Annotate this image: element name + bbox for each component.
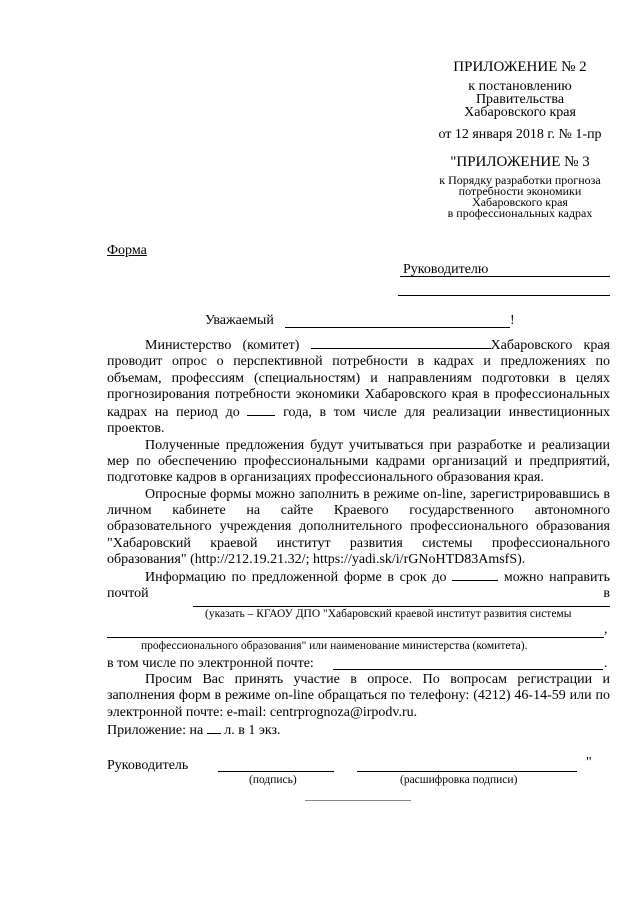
decoding-caption: (расшифровка подписи) — [400, 774, 518, 786]
paragraph-participation: Просим Вас принять участие в опросе. По вопросам регистрации и заполнения форм в режиме on-line обращаться по телефону: (4212) 46-14-59 или по электронной почте: e-mail: centrprognoza@irpodv.ru. — [107, 672, 610, 720]
appendix3-title: "ПРИЛОЖЕНИЕ № 3 — [450, 154, 590, 170]
addressee-line-2 — [398, 295, 610, 296]
mail-hint-comma: , — [604, 622, 608, 637]
email-blank-line — [333, 669, 603, 670]
appendix2-title: ПРИЛОЖЕНИЕ № 2 — [453, 59, 587, 75]
paragraph-online: Опросные формы можно заполнить в режиме on-line, зарегистрировавшись в личном кабинете на сайте Краевого государственного автономного образовательного учреждения дополнительного профессионального образования "Хабаровский краевой институт развития системы профессионального образования" (http://212.19.21.32/; https://yadi.sk/i/rGNoHTD83AmsfS). — [107, 486, 610, 567]
appendix3-line-1: к Порядку разработки прогноза — [439, 173, 601, 187]
signature-quote: " — [586, 755, 592, 770]
ministry-blank — [311, 336, 491, 349]
deadline-text: Информацию по предложенной форме в срок до — [145, 570, 447, 586]
signature-label: Руководитель — [107, 758, 189, 773]
email-suffix: . — [604, 656, 608, 671]
period-blank — [247, 403, 275, 416]
email-prefix: в том числе по электронной почте: — [107, 656, 314, 671]
form-label: Форма — [107, 243, 147, 258]
appendix2-date: от 12 января 2018 г. № 1-пр — [438, 127, 602, 142]
addressee-label: Руководителю — [403, 262, 489, 277]
appendix2-line-1: к постановлению — [468, 79, 572, 94]
greeting-prefix: Уважаемый — [205, 313, 274, 328]
letter-closing — [107, 672, 610, 739]
survey-text: проводит опрос о перспективной потребности в кадрах и предложениях по объемам, профессиям (специальностям) и направлениям подготовки в целях прогнозирования потребности экономики Хабаровского края в профессиональных кадрах на период до — [107, 354, 610, 421]
signature-caption: (подпись) — [249, 774, 297, 786]
attachment-suffix: л. в 1 экз. — [224, 722, 281, 738]
addressee-line-1 — [400, 276, 610, 277]
mail-to-text: можно направить почтой в — [107, 570, 611, 602]
attachment-line — [107, 721, 610, 739]
attachment-prefix: Приложение: на — [107, 722, 204, 738]
survey-end-text: года, в том числе для реализации инвестиционных проектов. — [107, 405, 611, 437]
attachment-pages-blank — [207, 721, 221, 734]
greeting-name-line — [285, 327, 510, 328]
closing-separator — [305, 800, 411, 801]
mail-destination-line-2 — [107, 637, 604, 638]
appendix3-line-4: в профессиональных кадрах — [447, 206, 593, 220]
mail-destination-line — [193, 606, 610, 607]
appendix3-line-3: Хабаровского края — [472, 195, 568, 209]
paragraph-proposals: Полученные предложения будут учитываться при разработке и реализации мер по обеспечению профессиональными кадрами организаций и предприятий, подготовке кадров в организациях профессионального образования края. — [107, 437, 610, 486]
deadline-blank — [452, 568, 498, 581]
greeting-suffix: ! — [510, 313, 515, 328]
signature-line — [218, 771, 334, 772]
paragraph-deadline — [107, 568, 610, 603]
mail-hint-2: профессионального образования" или наименование министерства (комитета). — [141, 640, 528, 652]
appendix2-line-2: Правительства — [475, 92, 565, 107]
region-text: Хабаровского края — [490, 338, 610, 353]
appendix3-line-2: потребности экономики — [458, 184, 582, 198]
letter-body — [107, 336, 610, 603]
decoding-line — [357, 771, 577, 772]
paragraph-survey — [107, 336, 610, 438]
mail-hint-1: (указать – КГАОУ ДПО "Хабаровский краевой институт развития системы — [205, 608, 572, 620]
appendix2-line-3: Хабаровского края — [464, 105, 576, 120]
ministry-label: Министерство (комитет) — [145, 338, 300, 353]
